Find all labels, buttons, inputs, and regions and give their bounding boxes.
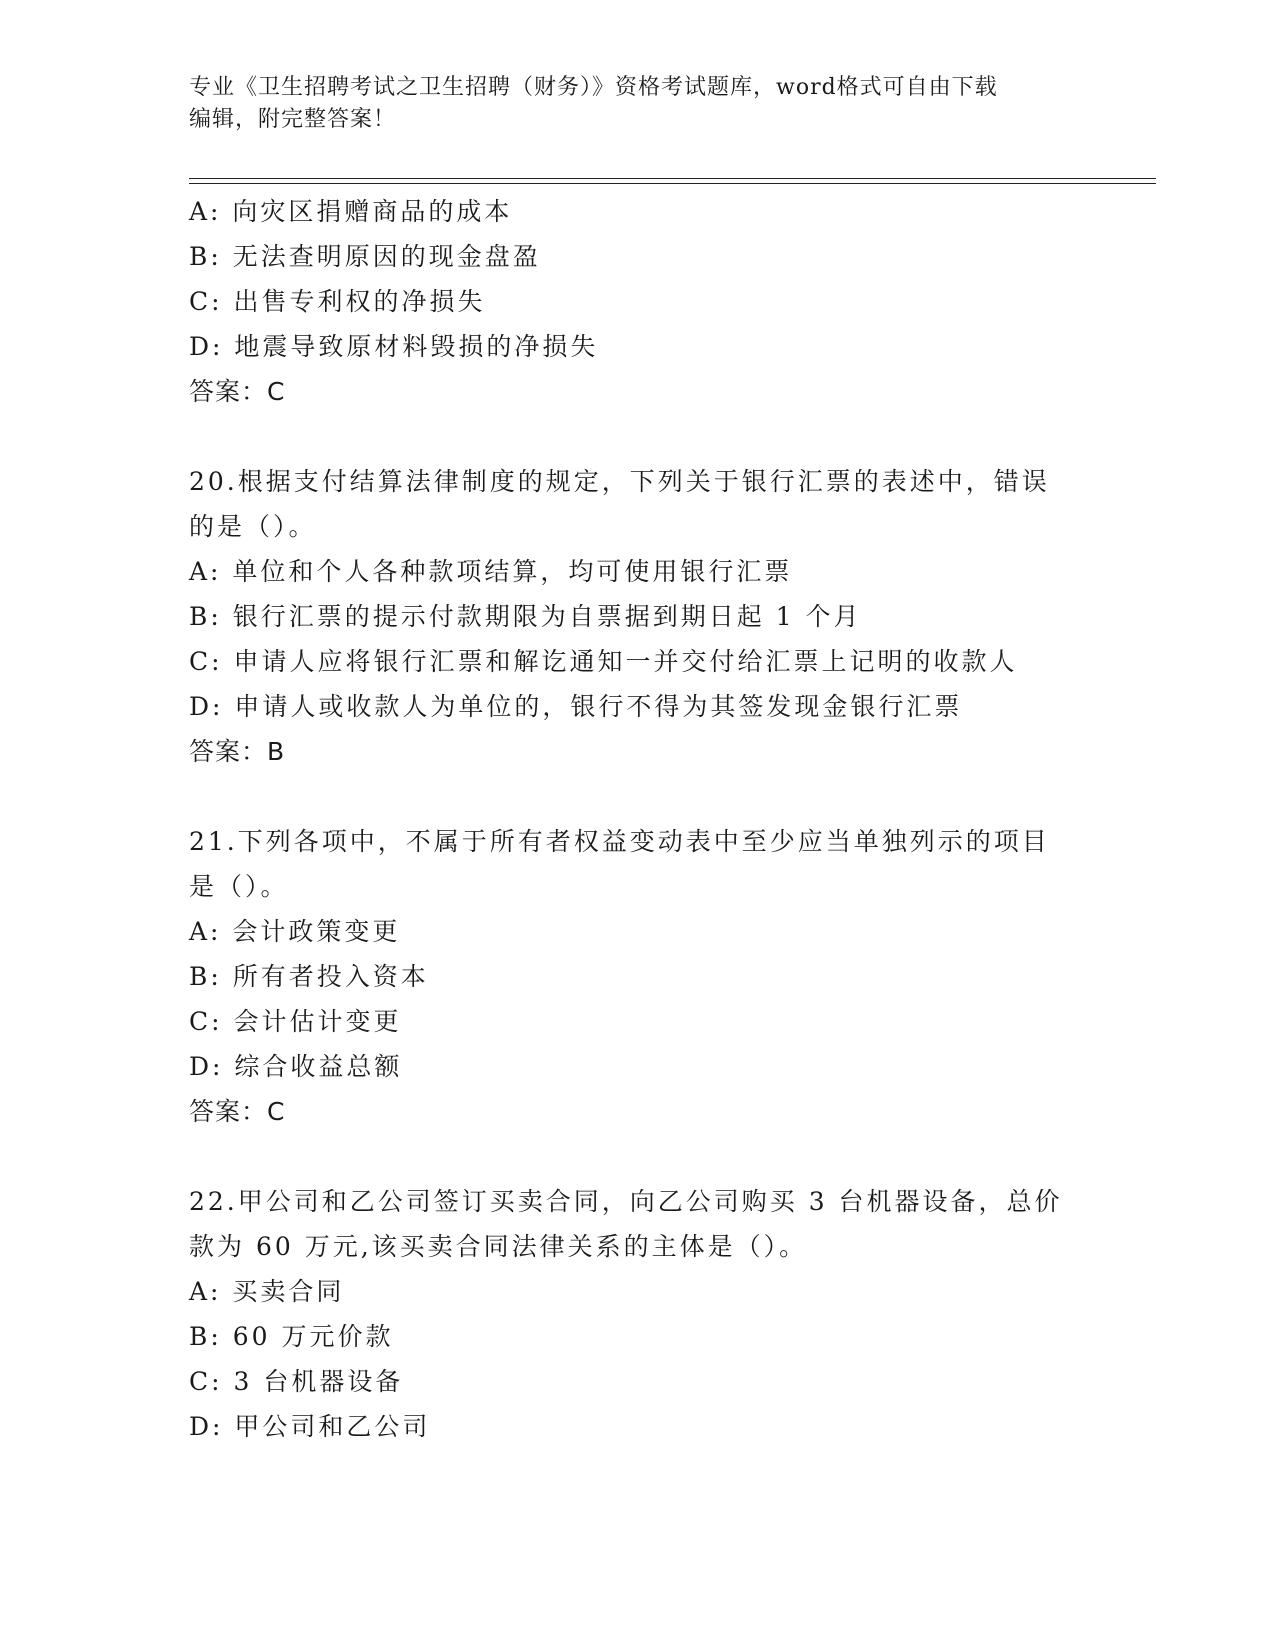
option-d: D: 综合收益总额 <box>189 1052 403 1081</box>
answer-label: 答案：B <box>189 737 286 766</box>
option-d: D: 甲公司和乙公司 <box>189 1412 431 1441</box>
option-b: B: 银行汇票的提示付款期限为自票据到期日起 1 个月 <box>189 602 862 631</box>
question-stem-line-2: 款为 60 万元,该买卖合同法律关系的主体是（）。 <box>189 1232 808 1261</box>
option-c: C: 出售专利权的净损失 <box>189 287 486 316</box>
option-c: C: 3 台机器设备 <box>189 1367 404 1396</box>
option-b: B: 60 万元价款 <box>189 1322 394 1351</box>
question-stem-line-1: 21.下列各项中，不属于所有者权益变动表中至少应当单独列示的项目 <box>189 827 1050 856</box>
option-d: D: 地震导致原材料毁损的净损失 <box>189 332 599 361</box>
option-d: D: 申请人或收款人为单位的，银行不得为其签发现金银行汇票 <box>189 692 963 721</box>
question-stem-line-1: 20.根据支付结算法律制度的规定，下列关于银行汇票的表述中，错误 <box>189 467 1050 496</box>
option-b: B: 所有者投入资本 <box>189 962 429 991</box>
answer-label: 答案：C <box>189 377 286 406</box>
question-stem-line-1: 22.甲公司和乙公司签订买卖合同，向乙公司购买 3 台机器设备，总价 <box>189 1187 1063 1216</box>
option-c: C: 会计估计变更 <box>189 1007 402 1036</box>
option-b: B: 无法查明原因的现金盘盈 <box>189 242 541 271</box>
question-list <box>189 0 1089 1650</box>
option-a: A: 向灾区捐赠商品的成本 <box>189 197 513 226</box>
option-c: C: 申请人应将银行汇票和解讫通知一并交付给汇票上记明的收款人 <box>189 647 1018 676</box>
option-a: A: 买卖合同 <box>189 1277 345 1306</box>
option-a: A: 单位和个人各种款项结算，均可使用银行汇票 <box>189 557 793 586</box>
question-stem-line-2: 是（）。 <box>189 872 289 901</box>
question-stem-line-2: 的是（）。 <box>189 512 317 541</box>
option-a: A: 会计政策变更 <box>189 917 401 946</box>
header-line-2: 编辑，附完整答案！ <box>189 107 397 132</box>
answer-label: 答案：C <box>189 1097 286 1126</box>
header-line-1: 专业《卫生招聘考试之卫生招聘（财务）》资格考试题库，word格式可自由下载 <box>189 75 998 100</box>
